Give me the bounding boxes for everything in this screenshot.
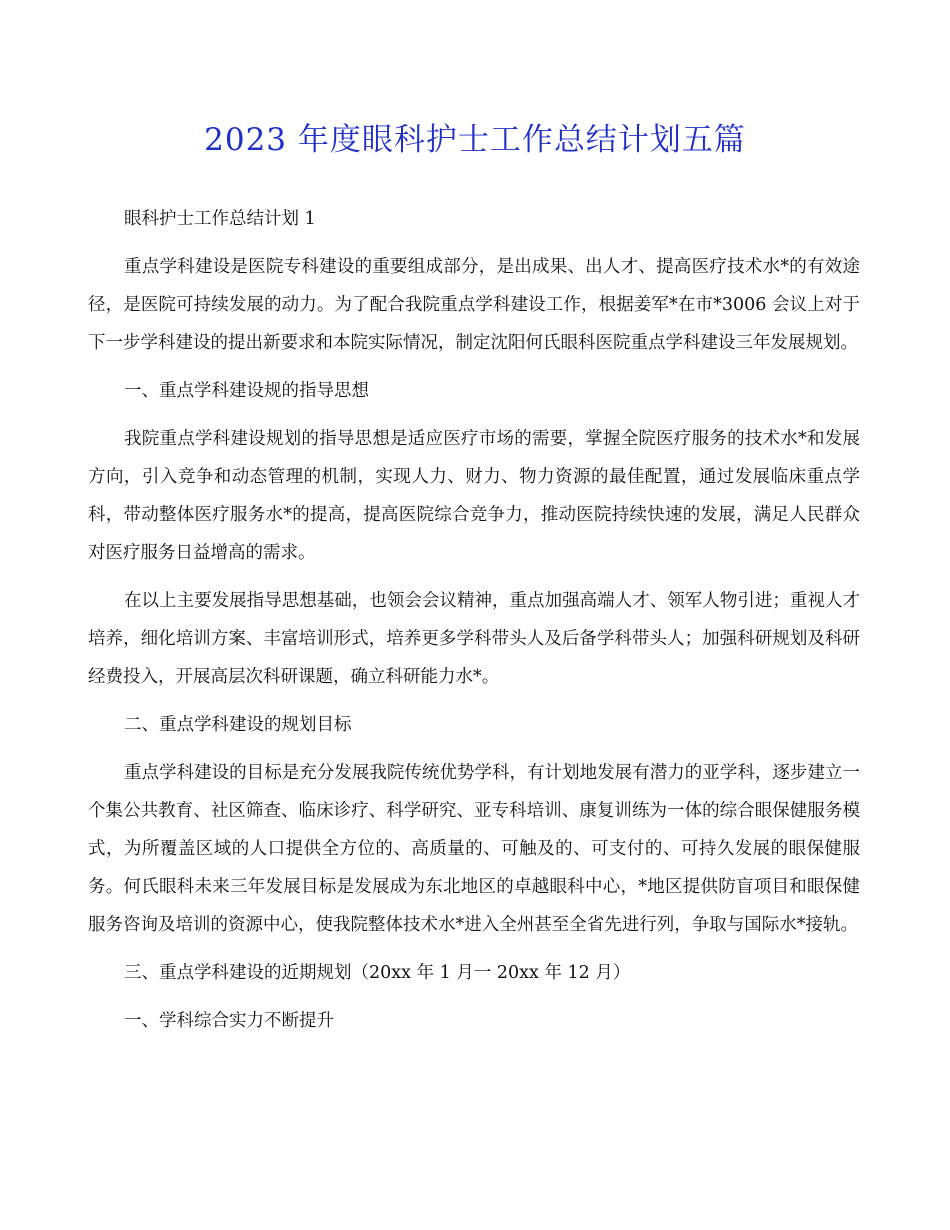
paragraph-talent-and-research: 在以上主要发展指导思想基础，也领会会议精神，重点加强高端人才、领军人物引进；重视人才培养，细化培训方案、丰富培训形式，培养更多学科带头人及后备学科带头人；加强科研规划及科研经费投入，开展高层次科研课题，确立科研能力水*。: [88, 591, 860, 687]
section-heading-discipline-strength: 一、学科综合实力不断提升: [124, 1011, 334, 1031]
section-heading-guiding-ideology: 一、重点学科建设规的指导思想: [124, 381, 369, 401]
document-body: [88, 200, 860, 1050]
section-heading-planning-goals: 二、重点学科建设的规划目标: [124, 715, 352, 735]
document-title: 2023 年度眼科护士工作总结计划五篇: [204, 122, 746, 158]
paragraph-intro: 重点学科建设是医院专科建设的重要组成部分，是出成果、出人才、提高医疗技术水*的有效途径，是医院可持续发展的动力。为了配合我院重点学科建设工作，根据姜军*在市*3006 会议上对于下一步学科建设的提出新要求和本院实际情况，制定沈阳何氏眼科医院重点学科建设三年发展规划。: [88, 257, 860, 353]
section-heading-plan-1: 眼科护士工作总结计划 1: [124, 209, 316, 229]
paragraph-guiding-ideology: 我院重点学科建设规划的指导思想是适应医疗市场的需要，掌握全院医疗服务的技术水*和发展方向，引入竞争和动态管理的机制，实现人力、财力、物力资源的最佳配置，通过发展临床重点学科，带动整体医疗服务水*的提高，提高医院综合竞争力，推动医院持续快速的发展，满足人民群众对医疗服务日益增高的需求。: [88, 429, 860, 563]
section-heading-near-term-plan: 三、重点学科建设的近期规划（20xx 年 1 月一 20xx 年 12 月）: [124, 963, 631, 983]
paragraph-planning-goals: 重点学科建设的目标是充分发展我院传统优势学科，有计划地发展有潜力的亚学科，逐步建立一个集公共教育、社区筛查、临床诊疗、科学研究、亚专科培训、康复训练为一体的综合眼保健服务模式，为所覆盖区域的人口提供全方位的、高质量的、可触及的、可支付的、可持久发展的眼保健服务。何氏眼科未来三年发展目标是发展成为东北地区的卓越眼科中心，*地区提供防盲项目和眼保健服务咨询及培训的资源中心，使我院整体技术水*进入全州甚至全省先进行列，争取与国际水*接轨。: [88, 763, 860, 935]
